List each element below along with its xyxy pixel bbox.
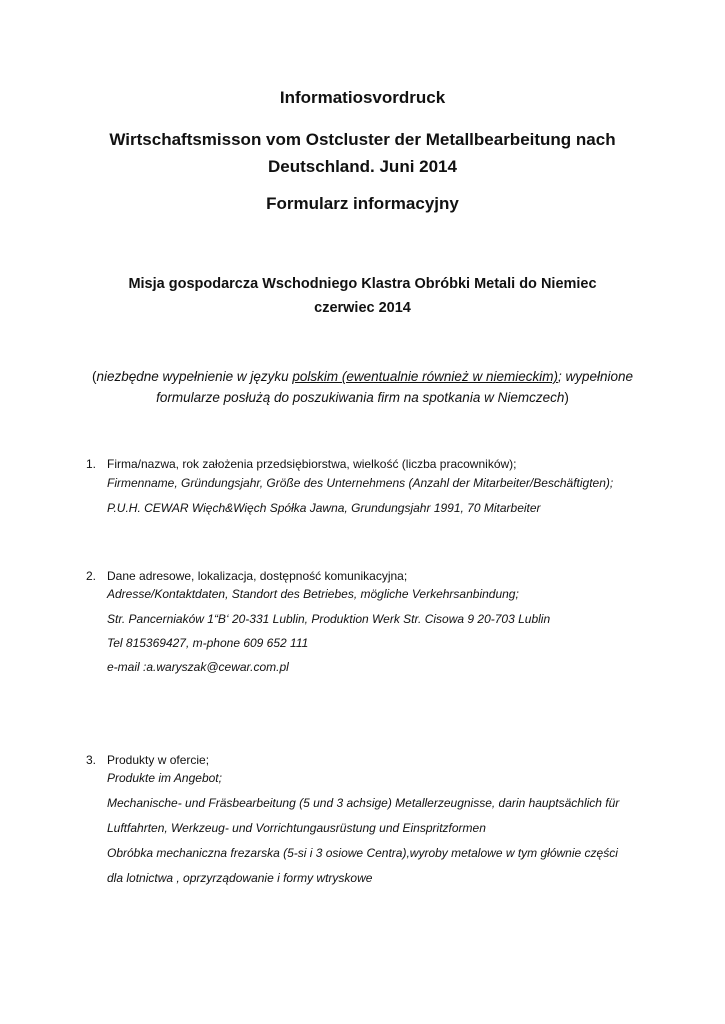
email-line: e-mail :a.waryszak@cewar.com.pl bbox=[107, 660, 289, 674]
mission-title-pl-line1: Misja gospodarcza Wschodniego Klastra Obróbki Metali do Niemiec bbox=[128, 276, 597, 292]
products-line: Mechanische- und Fräsbearbeitung (5 und 3 achsige) Metallerzeugnisse, darin hauptsächlich für bbox=[107, 796, 620, 810]
products-line: Obróbka mechaniczna frezarska (5-si i 3 osiowe Centra),wyroby metalowe w tym głównie części bbox=[107, 846, 618, 860]
address-line: Str. Pancerniaków 1“B‘ 20-331 Lublin, Produktion Werk Str. Cisowa 9 20-703 Lublin bbox=[107, 612, 551, 626]
products-line: dla lotnictwa , oprzyrządowanie i formy wtryskowe bbox=[107, 871, 373, 885]
section-label-pl: Dane adresowe, lokalizacja, dostępność komunikacyjna; bbox=[107, 569, 408, 583]
section-label-de: Adresse/Kontaktdaten, Standort des Betriebes, mögliche Verkehrsanbindung; bbox=[107, 587, 519, 601]
form-title-pl: Formularz informacyjny bbox=[266, 194, 459, 213]
open-paren: ( bbox=[91, 369, 97, 384]
instructions-text-2: ; wypełnione bbox=[557, 369, 634, 384]
products-line: Luftfahrten, Werkzeug- und Vorrichtungausrüstung und Einspritzformen bbox=[107, 821, 486, 835]
instructions-line1 bbox=[60, 366, 665, 387]
form-title-de: Informatiosvordruck bbox=[279, 88, 446, 107]
section-number: 2. bbox=[86, 569, 97, 583]
mission-title-pl-line2: czerwiec 2014 bbox=[314, 300, 411, 316]
section-label-pl: Produkty w ofercie; bbox=[107, 753, 210, 767]
section-number: 1. bbox=[86, 457, 97, 471]
instructions-line2 bbox=[60, 387, 665, 408]
instructions-text-3: formularze posłużą do poszukiwania firm na spotkania w Niemczech bbox=[156, 390, 565, 405]
mission-title-de-line2: Deutschland. Juni 2014 bbox=[268, 157, 457, 176]
section-number: 3. bbox=[86, 753, 97, 767]
filling-instructions bbox=[60, 366, 665, 408]
mission-title-de-line1: Wirtschaftsmisson vom Ostcluster der Metallbearbeitung nach bbox=[109, 130, 616, 149]
section-label-de: Firmenname, Gründungsjahr, Größe des Unternehmens (Anzahl der Mitarbeiter/Beschäftigten); bbox=[107, 476, 614, 490]
phone-line: Tel 815369427, m-phone 609 652 111 bbox=[107, 636, 309, 650]
section-answer: P.U.H. CEWAR Więch&Więch Spółka Jawna, Grundungsjahr 1991, 70 Mitarbeiter bbox=[107, 501, 541, 515]
section-label-de: Produkte im Angebot; bbox=[107, 771, 222, 785]
close-paren: ) bbox=[564, 390, 569, 405]
mission-title-de bbox=[40, 126, 685, 180]
mission-title-pl bbox=[40, 272, 685, 320]
instructions-underlined: polskim (ewentualnie również w niemieckim) bbox=[292, 369, 558, 384]
instructions-text-1: niezbędne wypełnienie w języku bbox=[96, 369, 293, 384]
section-label-pl: Firma/nazwa, rok założenia przedsiębiorstwa, wielkość (liczba pracowników); bbox=[107, 457, 517, 471]
